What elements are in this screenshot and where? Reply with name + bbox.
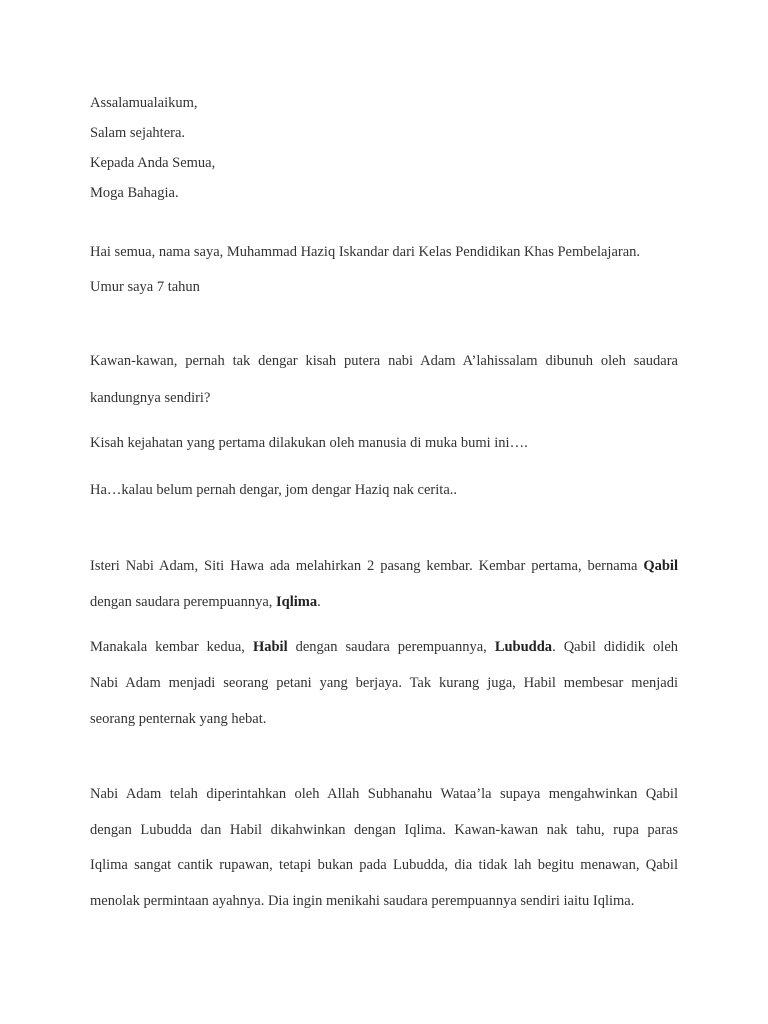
greeting-line: Kepada Anda Semua, [90, 155, 216, 171]
text-span: . Qabil dididik oleh [552, 639, 679, 655]
hook-line: kandungnya sendiri? [90, 390, 211, 406]
greeting-line: Salam sejahtera. [90, 125, 186, 141]
intro-line: Umur saya 7 tahun [90, 279, 200, 295]
text-span: Manakala kembar kedua, [90, 639, 253, 655]
name-qabil: Qabil [643, 558, 678, 574]
name-habil: Habil [252, 639, 288, 655]
name-lubudda: Lubudda [494, 639, 553, 655]
paragraph-line [90, 638, 678, 656]
paragraph-line [90, 557, 678, 575]
paragraph-line: menolak permintaan ayahnya. Dia ingin menikahi saudara perempuannya sendiri iaitu Iqlima. [90, 893, 635, 909]
text-span: . [317, 594, 321, 610]
hook-line: Kisah kejahatan yang pertama dilakukan oleh manusia di muka bumi ini…. [90, 435, 528, 451]
hook-line: Ha…kalau belum pernah dengar, jom dengar Haziq nak cerita.. [90, 482, 458, 498]
paragraph-line: dengan Lubudda dan Habil dikahwinkan dengan Iqlima. Kawan-kawan nak tahu, rupa paras [90, 822, 678, 838]
greeting-line: Moga Bahagia. [90, 185, 179, 201]
intro-line: Hai semua, nama saya, Muhammad Haziq Iskandar dari Kelas Pendidikan Khas Pembelajaran. [90, 244, 641, 260]
paragraph-line [90, 593, 321, 611]
text-span: dengan saudara perempuannya, [90, 594, 277, 610]
paragraph-line: Nabi Adam telah diperintahkan oleh Allah Subhanahu Wataa’la supaya mengahwinkan Qabil [90, 786, 678, 802]
paragraph-line: Nabi Adam menjadi seorang petani yang berjaya. Tak kurang juga, Habil membesar menjadi [90, 675, 678, 691]
paragraph-line: Iqlima sangat cantik rupawan, tetapi bukan pada Lubudda, dia tidak lah begitu menawan, Qabil [90, 857, 678, 873]
paragraph-line: seorang penternak yang hebat. [90, 711, 267, 727]
text-span: Isteri Nabi Adam, Siti Hawa ada melahirkan 2 pasang kembar. Kembar pertama, bernama [90, 558, 644, 574]
greeting-line: Assalamualaikum, [90, 95, 198, 111]
hook-line: Kawan-kawan, pernah tak dengar kisah putera nabi Adam A’lahissalam dibunuh oleh saudara [90, 353, 678, 369]
text-span: dengan saudara perempuannya, [287, 639, 495, 655]
name-iqlima: Iqlima [276, 594, 318, 610]
